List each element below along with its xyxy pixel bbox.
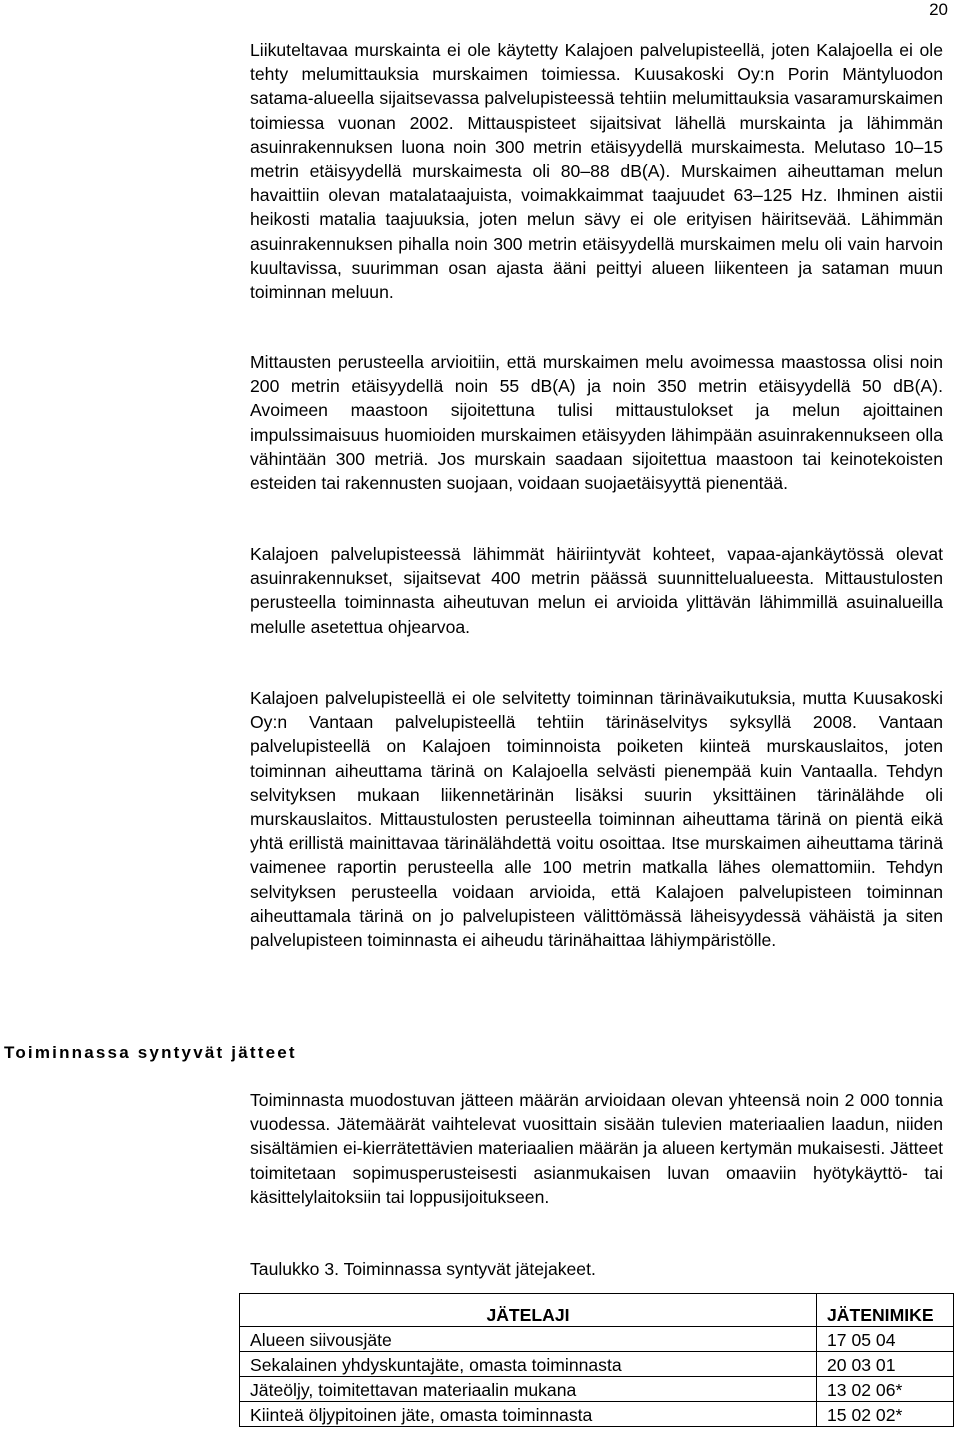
page-number: 20 (929, 0, 948, 19)
waste-type-cell: Kiinteä öljypitoinen jäte, omasta toiminnasta (240, 1402, 817, 1427)
table-caption: Taulukko 3. Toiminnassa syntyvät jätejakeet. (250, 1259, 596, 1279)
table-row (240, 1377, 954, 1402)
waste-code-cell: 20 03 01 (817, 1352, 954, 1377)
paragraph-noise-measurements: Liikuteltavaa murskainta ei ole käytetty Kalajoen palvelupisteellä, joten Kalajoella ei ole tehty melumittauksia murskaimen toimiessa. Kuusakoski Oy:n Porin Mäntyluodon satama-alueella sijaitsevassa palvelupisteessä tehtiin melumittauksia vasaramurskaimen toimiessa vuonan 2002. Mittauspisteet sijaitsivat lähellä murskainta ja lähimmän asuinrakennuksen luona noin 300 metrin etäisyydellä murskaimesta. Melutaso 10–15 metrin etäisyydellä murskaimesta oli 80–88 dB(A). Murskaimen aiheuttaman melun havaittiin olevan matalataajuista, voimakkaimmat taajuudet 63–125 Hz. Ihminen aistii heikosti matalia taajuuksia, joten melun sävy ei ole erityisen häiritsevää. Lähimmän asuinrakennuksen pihalla noin 300 metrin etäisyydellä murskaimen melu oli vain harvoin kuultavissa, suurimman osan ajasta ääni peittyi alueen liikenteen ja sataman muun toiminnan meluun. (250, 40, 943, 303)
waste-type-cell: Alueen siivousjäte (240, 1327, 817, 1352)
waste-code-cell: 17 05 04 (817, 1327, 954, 1352)
header-waste-type: JÄTELAJI (240, 1294, 817, 1327)
waste-type-cell: Sekalainen yhdyskuntajäte, omasta toiminnasta (240, 1352, 817, 1377)
header-waste-code: JÄTENIMIKE (817, 1294, 954, 1327)
table-row (240, 1327, 954, 1352)
table-row (240, 1352, 954, 1377)
waste-table (239, 1293, 954, 1427)
waste-code-cell: 13 02 06* (817, 1377, 954, 1402)
paragraph-waste-amount: Toiminnasta muodostuvan jätteen määrän arvioidaan olevan yhteensä noin 2 000 tonnia vuodessa. Jätemäärät vaihtelevat vuosittain sisään tulevien materiaalien laadun, niiden sisältämien ei-kierrätettävien materiaalien määrän ja alueen kertymän mukaisesti. Jätteet toimitetaan sopimusperusteisesti asianmukaisen luvan omaaviin hyötykäyttö- tai käsittelylaitoksiin tai loppusijoitukseen. (250, 1090, 943, 1207)
section-heading-waste: Toiminnassa syntyvät jätteet (4, 1043, 297, 1062)
table-header-row (240, 1294, 954, 1327)
waste-type-cell: Jäteöljy, toimitettavan materiaalin mukana (240, 1377, 817, 1402)
paragraph-nearest-targets: Kalajoen palvelupisteessä lähimmät häiriintyvät kohteet, vapaa-ajankäytössä olevat asuinrakennukset, sijaitsevat 400 metrin päässä suunnittelualueesta. Mittaustulosten perusteella toiminnasta aiheutuvan melun ei arvioida ylittävän lähimmillä asuinalueilla melulle asetettua ohjearvoa. (250, 544, 943, 637)
waste-code-cell: 15 02 02* (817, 1402, 954, 1427)
table-row (240, 1402, 954, 1427)
paragraph-noise-estimate: Mittausten perusteella arvioitiin, että murskaimen melu avoimessa maastossa olisi noin 200 metrin etäisyydellä noin 55 dB(A) ja noin 350 metrin etäisyydellä 50 dB(A). Avoimeen maastoon sijoitettuna tulisi mittaustulokset ja melun ajoittainen impulssimaisuus huomioiden murskaimen etäisyyden lähimpään asuinrakennukseen olla vähintään 300 metriä. Jos murskain saadaan sijoitettua maastoon tai keinotekoisten esteiden tai rakennusten suojaan, voidaan suojaetäisyyttä pienentää. (250, 352, 943, 494)
paragraph-vibration: Kalajoen palvelupisteellä ei ole selvitetty toiminnan tärinävaikutuksia, mutta Kuusakoski Oy:n Vantaan palvelupisteellä tehtiin tärinäselvitys syksyllä 2008. Vantaan palvelupisteellä on Kalajoen toiminnoista poiketen kiinteä murskauslaitos, joten toiminnan aiheuttama tärinä on Kalajoella selvästi pienempää kuin Vantaalla. Tehdyn selvityksen mukaan liikennetärinän lisäksi suurin yksittäinen tärinälähde oli murskauslaitos. Mittaustulosten perusteella toiminnan aiheuttama tärinä on pientä eikä yhtä erillistä mainittavaa tärinälähdettä voitu osoittaa. Itse murskaimen aiheuttama tärinä vaimenee raportin perusteella alle 100 metrin matkalla lähes olemattomiin. Tehdyn selvityksen perusteella voidaan arvioida, että Kalajoen palvelupisteen toiminnan aiheuttamala tärinä on jo palvelupisteen välittömässä läheisyydessä vähäistä ja siten palvelupisteen toiminnasta ei aiheudu tärinähaittaa lähiympäristölle. (250, 688, 943, 951)
